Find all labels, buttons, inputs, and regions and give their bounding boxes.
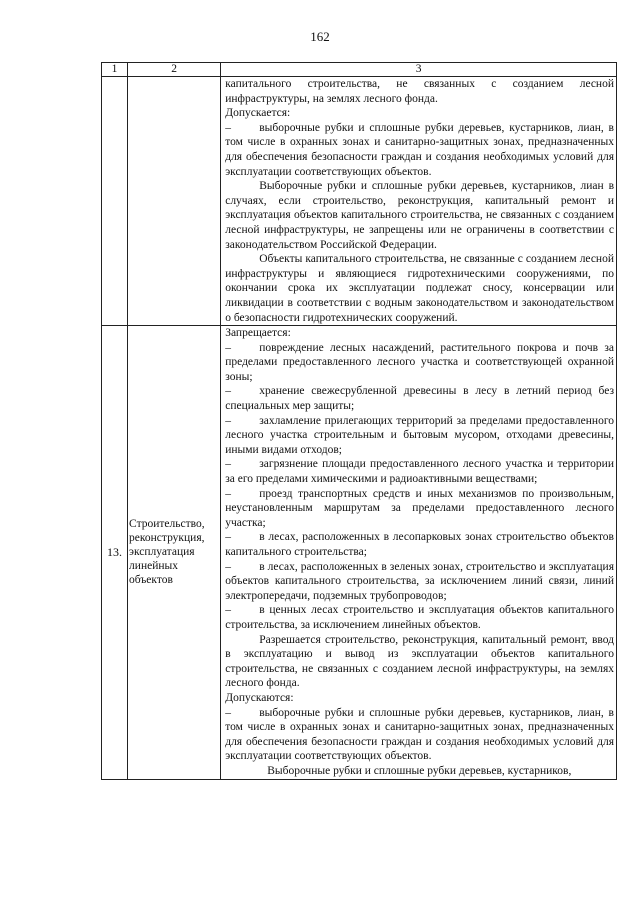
paragraph: Допускается:	[225, 107, 291, 120]
table-header-row	[102, 63, 617, 77]
dash-marker: –	[225, 487, 231, 500]
dash-marker: –	[225, 458, 231, 471]
row-number	[102, 77, 128, 326]
regulations-table	[101, 62, 617, 780]
activity-name: Строительство, реконструкция, эксплуатация линейных объектов	[128, 326, 221, 779]
paragraph: капитального строительства, не связанных с созданием лесной инфраструктуры, на землях лесного фонда.	[225, 78, 614, 105]
paragraph-text: выборочные рубки и сплошные рубки деревьев, кустарников, лиан, в том числе в охранных зонах и санитарно-защитных зонах, предназначенных для обеспечения безопасности граждан и создания необходимых условий для эксплуатации соответствующих объектов.	[225, 121, 614, 178]
paragraph-text: повреждение лесных насаждений, растительного покрова и почв за пределами предоставленного лесного участка и соответствующей охранной зоны;	[225, 341, 614, 383]
regulation-text	[221, 77, 617, 326]
page-number: 162	[310, 29, 330, 44]
paragraph-text: проезд транспортных средств и иных механизмов по произвольным, неустановленным маршрутам за пределами предоставленного лесного участка;	[225, 487, 614, 529]
paragraph	[225, 384, 614, 413]
row-number: 13.	[102, 326, 128, 779]
paragraph: Разрешается строительство, реконструкция, капитальный ремонт, ввод в эксплуатацию и вывод из эксплуатации объектов капитального строительства, не связанных с созданием лесной инфраструктуры, на землях лесного фонда.	[225, 633, 614, 690]
paragraph-text: хранение свежесрубленной древесины в лесу в летний период без специальных мер защиты;	[225, 385, 614, 413]
dash-marker: –	[225, 385, 231, 398]
regulation-text	[221, 326, 617, 779]
header-col-3: 3	[221, 63, 617, 77]
paragraph	[225, 530, 614, 559]
paragraph	[225, 603, 614, 632]
paragraph: Допускаются:	[225, 691, 294, 704]
paragraph	[225, 341, 614, 385]
paragraph: Запрещается:	[225, 327, 291, 340]
dash-marker: –	[225, 706, 231, 719]
dash-marker: –	[225, 531, 231, 544]
paragraph: Выборочные рубки и сплошные рубки деревьев, кустарников,	[267, 764, 572, 777]
paragraph	[225, 457, 614, 486]
paragraph	[225, 706, 614, 764]
paragraph: Выборочные рубки и сплошные рубки деревьев, кустарников, лиан в случаях, если строительство, реконструкция, капитальный ремонт и эксплуатация объектов капитального строительства, не связанных с созданием лесной инфраструктуры, не запрещены или не ограничены в соответствии с законодательством Российской Федерации.	[225, 180, 614, 251]
table-row	[102, 326, 617, 779]
paragraph	[225, 121, 614, 179]
paragraph-text: захламление прилегающих территорий за пределами предоставленного лесного участка строительным и бытовым мусором, отходами древесины, иными видами отходов;	[225, 414, 614, 456]
dash-marker: –	[225, 604, 231, 617]
header-col-1: 1	[102, 63, 128, 77]
paragraph-text: в лесах, расположенных в лесопарковых зонах строительство объектов капитального строительства;	[225, 531, 614, 558]
dash-marker: –	[225, 341, 231, 354]
paragraph	[225, 414, 614, 458]
activity-name	[128, 77, 221, 326]
paragraph	[225, 487, 614, 531]
dash-marker: –	[225, 121, 231, 134]
paragraph-text: загрязнение площади предоставленного лесного участка и территории за его пределами химическими и радиоактивными веществами;	[225, 458, 614, 486]
paragraph	[225, 560, 614, 604]
dash-marker: –	[225, 560, 231, 573]
paragraph-text: выборочные рубки и сплошные рубки деревьев, кустарников, лиан, в том числе в охранных зонах и санитарно-защитных зонах, предназначенных для обеспечения безопасности граждан и создания необходимых условий для эксплуатации соответствующих объектов.	[225, 706, 614, 763]
paragraph-text: в ценных лесах строительство и эксплуатация объектов капитального строительства, за исключением линейных объектов.	[225, 604, 614, 631]
paragraph: Объекты капитального строительства, не связанные с созданием лесной инфраструктуры и являющиеся гидротехническими сооружениями, по окончании срока их эксплуатации подлежат сносу, консервации или ликвидации в соответствии с водным законодательством и законодательством о безопасности гидротехнических сооружений.	[225, 253, 614, 324]
table-row	[102, 77, 617, 326]
dash-marker: –	[225, 414, 231, 427]
header-col-2: 2	[128, 63, 221, 77]
paragraph-text: в лесах, расположенных в зеленых зонах, строительство и эксплуатация объектов капитального строительства, за исключением линий связи, линий электропередачи, подземных трубопроводов;	[225, 560, 614, 602]
